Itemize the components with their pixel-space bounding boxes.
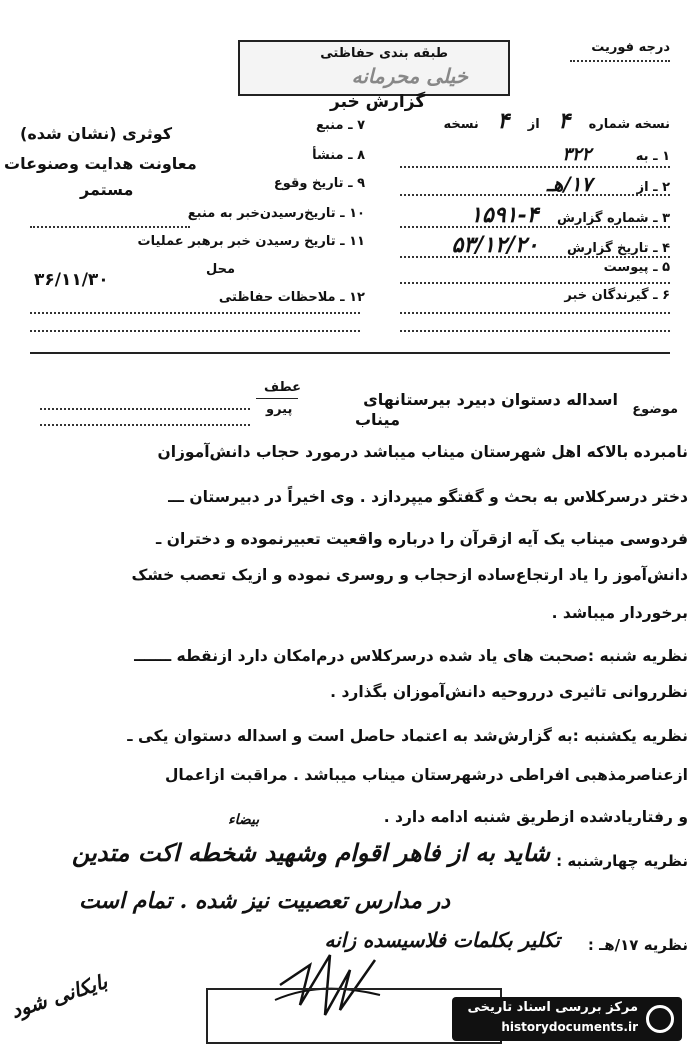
field-row-news-to-source	[30, 206, 365, 221]
field-row-recipients	[370, 288, 670, 303]
body-line: نظرروانی تاثیری درروحیه دانش‌آموزان بگذارد .	[330, 683, 688, 701]
body-line: برخوردار میباشد .	[551, 604, 688, 622]
field-value-from: ۱۷/هـ	[546, 172, 593, 196]
final-opinion-label: نظریه ۱۷/هـ :	[587, 936, 688, 954]
field-label-security-notes: ملاحظات حفاظتی	[218, 290, 336, 305]
watermark-banner	[452, 997, 682, 1041]
row-number: ۱۲ ـ	[340, 290, 365, 305]
urgency-label: درجه فوریت	[591, 40, 670, 55]
final-opinion-handwritten: تکلیر بکلمات فلاسیسده زانه	[324, 928, 560, 952]
field-label-news-to-leader: تاریخ رسیدن خبر برهبر عملیات	[137, 234, 336, 249]
copy-total-value: ۴	[497, 108, 510, 134]
row-number: ۲ ـ	[653, 180, 670, 195]
field-row-report-number	[370, 202, 670, 228]
field-row-security-notes	[30, 290, 365, 305]
field-label-occurrence-date: تاریخ وقوع	[273, 176, 344, 191]
field-value-report-number: ۴-۱۵۹۱	[470, 202, 539, 228]
dotted-line	[400, 194, 670, 196]
dotted-line	[30, 330, 360, 332]
field-row-report-date	[370, 232, 670, 258]
followup-label: پیرو	[266, 402, 293, 417]
field-label-recipients: گیرندگان خبر	[564, 288, 649, 303]
dotted-line	[40, 408, 250, 410]
dotted-line	[30, 312, 360, 314]
field-value-source: کوثری (نشان شده)	[20, 124, 173, 143]
copy-number-suffix: نسخه	[443, 117, 479, 132]
body-line: فردوسی میناب یک آیه ازقرآن را درباره واقعیت تعبیرنموده و دختران ـ	[156, 530, 688, 548]
row-number: ۷ ـ	[348, 118, 365, 133]
subject-city: میناب	[354, 410, 400, 429]
watermark-title: مرکز بررسی اسناد تاریخی	[467, 1000, 638, 1015]
row-number: ۳ ـ	[653, 211, 670, 226]
dotted-line	[400, 312, 670, 314]
classification-label: طبقه بندی حفاظتی	[320, 46, 448, 61]
field-label-attachment: پیوست	[603, 260, 649, 275]
body-line: ازعناصرمذهبی افراطی درشهرستان میناب میباشد . مراقبت ازاعمال	[164, 766, 688, 784]
archive-margin-note: بایکانی شود	[8, 969, 111, 1023]
dotted-line	[30, 226, 190, 228]
field-value-occurrence-date: مستمر	[80, 180, 134, 199]
wednesday-handwritten-line-1: شاید به از فاهر اقوام وشهید شخطه اکت متدین	[71, 838, 550, 867]
row-number: ۱۰ ـ	[340, 206, 365, 221]
wednesday-opinion-label: نظریه چهارشنبه :	[556, 852, 688, 870]
row-number: ۵ ـ	[653, 260, 670, 275]
copy-number-line	[370, 108, 670, 134]
copy-number-value: ۴	[558, 108, 571, 134]
wednesday-handwritten-line-2: در مدارس تعصبیت نیز شده . تمام است	[78, 888, 450, 914]
header-divider	[30, 352, 670, 354]
field-label-to: به	[635, 149, 649, 164]
field-row-news-to-leader	[30, 234, 365, 249]
field-label-origin: منشأ	[312, 148, 344, 163]
report-title: گزارش خبر	[330, 92, 426, 112]
ref-label: عطف	[264, 380, 302, 395]
field-label-report-date: تاریخ گزارش	[566, 241, 649, 256]
row-number: ۱۱ ـ	[340, 234, 365, 249]
field-value-place: ۳۶/۱۱/۳۰	[34, 270, 109, 290]
field-label-report-number: شماره گزارش	[556, 211, 649, 226]
subject-label: موضوع	[632, 402, 678, 417]
body-line: دختر درسرکلاس به بحث و گفتگو میپردازد . وی اخیراً در دبیرستان ـــ	[168, 488, 688, 506]
dotted-line	[400, 256, 670, 258]
urgency-dotted-line	[570, 60, 670, 62]
field-value-to: ۳۲۲	[562, 144, 592, 165]
field-label-news-to-source: تاریخ‌رسیدن‌خبر به منبع	[187, 206, 336, 221]
field-row-to	[370, 144, 670, 165]
row-number: ۹ ـ	[348, 176, 365, 191]
field-row-from	[370, 172, 670, 196]
dotted-line	[400, 330, 670, 332]
subject-text: اسداله دستوان دبیرد بیرستانهای	[363, 390, 618, 409]
body-line: دانش‌آموز را یاد ارتجاع‌ساده ازحجاب و روسری نموده و ازیک تعصب خشک	[131, 566, 688, 584]
field-label-place: محل	[205, 262, 235, 277]
row-number: ۴ ـ	[653, 241, 670, 256]
copy-number-label: نسخه شماره	[588, 117, 670, 132]
dotted-line	[400, 282, 670, 284]
field-value-origin: معاونت هدایت وصنوعات	[4, 154, 197, 173]
handwritten-note-above: بیضاء	[228, 812, 260, 828]
dotted-line	[400, 226, 670, 228]
classification-box	[238, 40, 510, 96]
dotted-line	[400, 166, 670, 168]
classification-stamp: خیلی محرمانه	[351, 64, 468, 88]
row-number: ۶ ـ	[653, 288, 670, 303]
row-number: ۱ ـ	[653, 149, 670, 164]
dotted-line	[40, 424, 250, 426]
body-line: نظریه یکشنبه :به گزارش‌شد به اعتماد حاصل است و اسداله دستوان یکی ـ	[127, 727, 688, 745]
copy-number-mid: از	[527, 117, 540, 132]
body-line: نامبرده بالاکه اهل شهرستان میناب میباشد درمورد حجاب دانش‌آموزان	[157, 443, 688, 461]
field-value-report-date: ۵۳/۱۲/۲۰	[451, 232, 539, 258]
field-row-attachment	[370, 260, 670, 275]
field-label-from: از	[636, 180, 649, 195]
ref-divider	[256, 398, 298, 399]
row-number: ۸ ـ	[348, 148, 365, 163]
body-line: نظریه شنبه :صحبت های یاد شده درسرکلاس درم‌امکان دارد ازنقطه ـــــــ	[134, 647, 688, 665]
watermark-url: historydocuments.ir	[501, 1020, 638, 1034]
field-label-source: منبع	[316, 118, 344, 133]
watermark-logo-icon	[646, 1005, 674, 1033]
body-line: و رفتاریادشده ازطریق شنبه ادامه دارد .	[383, 808, 688, 826]
